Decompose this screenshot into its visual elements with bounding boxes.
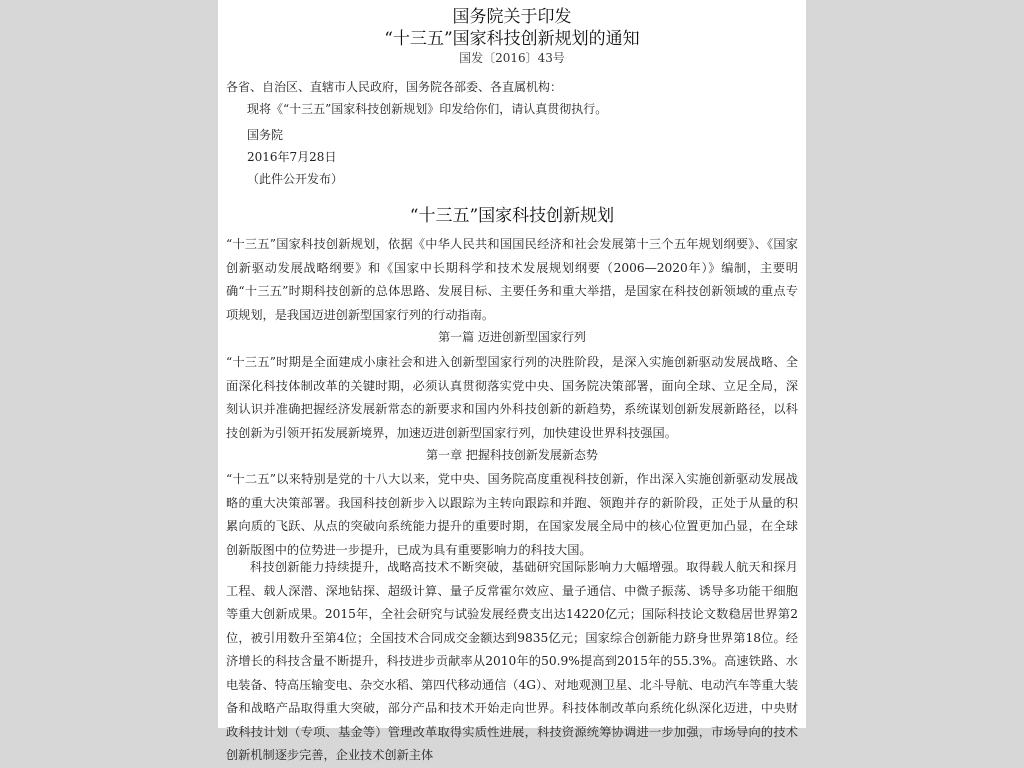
chapter1-heading: 第一章 把握科技创新发展新态势 xyxy=(426,448,598,462)
part1-paragraph: “十三五”时期是全面建成小康社会和进入创新型国家行列的决胜阶段，是深入实施创新驱动发展战略、全面深化科技体制改革的关键时期，必须认真贯彻落实党中央、国务院决策部署，面向全球、立足全局，深刻认识并准确把握经济发展新常态的新要求和国内外科技创新的新趋势，系统谋划创新发展新路径，以科技创新为引领开拓发展新境界，加速迈进创新型国家行列，加快建设世界科技强国。 xyxy=(226,355,798,440)
document-page xyxy=(218,0,806,762)
notice-title-line2: “十三五”国家科技创新规划的通知 xyxy=(384,29,640,49)
plan-title: “十三五”国家科技创新规划 xyxy=(409,206,615,226)
issue-date: 2016年7月28日 xyxy=(247,150,337,164)
chapter1-paragraph-1: “十二五”以来特别是党的十八大以来，党中央、国务院高度重视科技创新，作出深入实施创新驱动发展战略的重大决策部署。我国科技创新步入以跟踪为主转向跟踪和并跑、领跑并存的新阶段，正处于从量的积累向质的飞跃、从点的突破向系统能力提升的重要时期，在国家发展全局中的核心位置更加凸显，在全球创新版图中的位势进一步提升，已成为具有重要影响力的科技大国。 xyxy=(226,472,798,557)
notice-body: 现将《“十三五”国家科技创新规划》印发给你们，请认真贯彻执行。 xyxy=(247,102,608,116)
addressees: 各省、自治区、直辖市人民政府，国务院各部委、各直属机构： xyxy=(226,80,563,94)
part1-heading: 第一篇 迈进创新型国家行列 xyxy=(438,330,586,344)
chapter1-paragraph-2: 科技创新能力持续提升，战略高技术不断突破，基础研究国际影响力大幅增强。取得载人航天和探月工程、载人深潜、深地钻探、超级计算、量子反常霍尔效应、量子通信、中微子振荡、诱导多功能干细胞等重大创新成果。2015年，全社会研究与试验发展经费支出达14220亿元；国际科技论文数稳居世界第2位，被引用数升至第4位；全国技术合同成交金额达到9835亿元；国家综合创新能力跻身世界第18位。经济增长的科技含量不断提升，科技进步贡献率从2010年的50.9%提高到2015年的55.3%。高速铁路、水电装备、特高压输变电、杂交水稻、第四代移动通信（4G）、对地观测卫星、北斗导航、电动汽车等重大装备和战略产品取得重大突破，部分产品和技术开始走向世界。科技体制改革向系统化纵深化迈进，中央财政科技计划（专项、基金等）管理改革取得实质性进展，科技资源统筹协调进一步加强，市场导向的技术创新机制逐步完善，企业技术创新主体 xyxy=(226,560,799,762)
notice-title-line1: 国务院关于印发 xyxy=(452,7,572,27)
issuer: 国务院 xyxy=(247,128,284,142)
document-number: 国发〔2016〕43号 xyxy=(459,51,565,65)
plan-intro-paragraph: “十三五”国家科技创新规划，依据《中华人民共和国国民经济和社会发展第十三个五年规划纲要》、《国家创新驱动发展战略纲要》和《国家中长期科学和技术发展规划纲要（2006—2020年）》编制，主要明确“十三五”时期科技创新的总体思路、发展目标、主要任务和重大举措，是国家在科技创新领域的重点专项规划，是我国迈进创新型国家行列的行动指南。 xyxy=(226,237,798,322)
publicity-note: （此件公开发布） xyxy=(247,172,344,186)
